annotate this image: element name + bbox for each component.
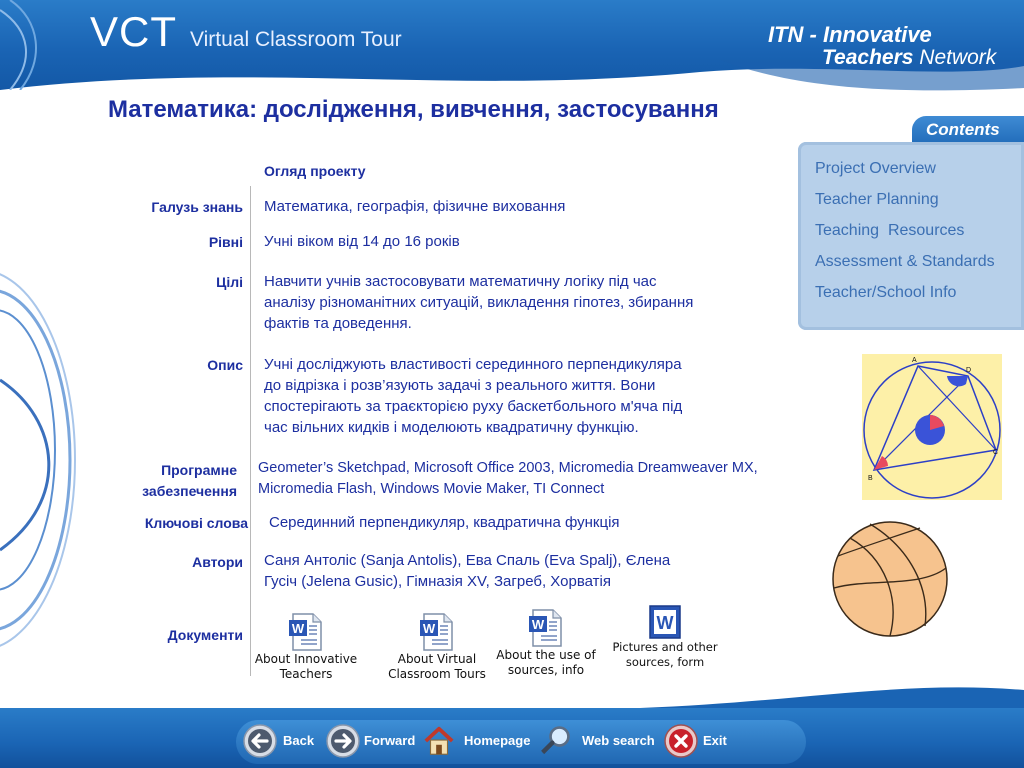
svg-text:W: W — [656, 613, 674, 633]
menu-item-teacher-school-info[interactable]: Teacher/School Info — [815, 284, 957, 301]
web-search-button[interactable] — [538, 722, 662, 762]
description-value — [264, 354, 682, 438]
back-label: Back — [283, 733, 315, 748]
keywords-value — [269, 512, 620, 533]
geometry-sketch-image — [862, 354, 1002, 500]
levels-label: Рівні — [208, 234, 243, 250]
field-line: Математика, географія, фізичне виховання — [264, 198, 566, 215]
document-caption-line1: About Virtual — [397, 652, 477, 666]
forward-label: Forward — [364, 733, 416, 748]
overview-heading: Огляд проекту — [264, 163, 366, 179]
menu-item-project-overview[interactable]: Project Overview — [815, 160, 936, 177]
itn-logo-teachers: Teachers — [822, 46, 914, 69]
authors-label: Автори — [192, 554, 243, 570]
software-label-line2: забезпечення — [142, 483, 237, 499]
point-label-a: A — [912, 357, 917, 364]
authors-value — [264, 550, 670, 592]
point-label-c: C — [993, 449, 999, 456]
document-about-the-use-of-sources[interactable] — [492, 608, 600, 678]
levels-line: Учні віком від 14 до 16 років — [264, 233, 460, 250]
word-document-icon — [646, 604, 684, 640]
word-document-icon — [418, 612, 456, 652]
menu-item-teaching-resources[interactable]: Teaching Resources — [815, 222, 965, 239]
software-line: Micromedia Flash, Windows Movie Maker, TI Connect — [258, 481, 605, 497]
document-pictures-and-other-sources[interactable] — [608, 604, 722, 670]
software-label-line1: Програмне — [161, 462, 237, 478]
word-document-icon — [527, 608, 565, 648]
document-caption-line1: About Innovative — [254, 652, 358, 666]
basketball-image — [830, 518, 950, 640]
itn-logo-line1: ITN - Innovative — [768, 22, 932, 47]
back-arrow-icon — [243, 724, 277, 758]
goals-line: Навчити учнів застосовувати математичну логіку під час — [264, 273, 657, 290]
word-document-icon — [287, 612, 325, 652]
homepage-label: Homepage — [464, 733, 531, 748]
description-line: до відрізка і розв’язують задачі з реального життя. Вони — [264, 377, 656, 394]
description-line: спостерігають за траєкторією руху баскетбольного м'яча під — [264, 398, 683, 415]
goals-label: Цілі — [216, 274, 243, 290]
authors-line: Гусіч (Jelena Gusic), Гімназія XV, Загреб, Хорватія — [264, 573, 611, 590]
goals-line: аналізу різноманітних ситуацій, викладення гіпотез, збирання — [264, 294, 694, 311]
point-label-b: B — [868, 475, 873, 482]
back-button[interactable] — [243, 722, 323, 762]
description-line: час вільних кидків і моделюють квадратичну функцію. — [264, 419, 639, 436]
menu-item-assessment-standards[interactable]: Assessment & Standards — [815, 253, 995, 270]
home-icon — [422, 724, 456, 758]
document-caption-line2: sources, info — [507, 663, 585, 677]
svg-text:W: W — [422, 621, 436, 636]
authors-line: Саня Антоліс (Sanja Antolis), Ева Спаль (Eva Spalj), Єлена — [264, 552, 671, 569]
document-caption-line2: sources, form — [625, 655, 705, 669]
vct-logo: VCT — [90, 8, 177, 55]
itn-logo-network: Network — [913, 46, 997, 69]
homepage-button[interactable] — [422, 722, 536, 762]
description-label: Опис — [207, 357, 243, 373]
goals-value — [264, 271, 693, 334]
svg-text:W: W — [291, 621, 305, 636]
software-line: Geometer’s Sketchpad, Microsoft Office 2003, Micromedia Dreamweaver MX, — [258, 460, 758, 476]
itn-logo-line2 — [822, 46, 996, 70]
label-divider — [250, 186, 251, 676]
software-value — [258, 458, 758, 500]
magnifier-icon — [538, 724, 572, 758]
header-decoration-arcs — [0, 0, 80, 90]
left-decoration-arcs — [0, 250, 90, 670]
menu-item-teacher-planning[interactable]: Teacher Planning — [815, 191, 939, 208]
document-caption-line1: About the use of — [496, 648, 596, 662]
forward-button[interactable] — [326, 722, 420, 762]
point-label-d: D — [966, 367, 972, 374]
goals-line: фактів та доведення. — [264, 315, 412, 332]
description-line: Учні досліджують властивості серединного перпендикуляра — [264, 356, 682, 373]
exit-label: Exit — [703, 733, 727, 748]
vct-subtitle: Virtual Classroom Tour — [190, 28, 402, 51]
page-title: Математика: дослідження, вивчення, застосування — [108, 96, 719, 123]
software-label — [100, 460, 237, 502]
field-value — [264, 196, 565, 217]
keywords-line: Серединний перпендикуляр, квадратична функція — [269, 514, 620, 531]
document-about-innovative-teachers[interactable] — [254, 612, 358, 682]
levels-value — [264, 231, 460, 252]
svg-text:W: W — [531, 617, 545, 632]
field-label: Галузь знань — [151, 199, 243, 215]
documents-label: Документи — [167, 627, 243, 643]
exit-x-icon — [664, 724, 698, 758]
document-caption-line2: Teachers — [279, 667, 333, 681]
document-caption-line2: Classroom Tours — [388, 667, 486, 681]
web-search-label: Web search — [582, 733, 655, 748]
exit-button[interactable] — [664, 722, 734, 762]
document-caption-line1: Pictures and other — [612, 640, 718, 654]
document-about-virtual-classroom-tours[interactable] — [382, 612, 492, 682]
forward-arrow-icon — [326, 724, 360, 758]
contents-label: Contents — [926, 120, 1000, 139]
keywords-label: Ключові слова — [144, 515, 248, 531]
